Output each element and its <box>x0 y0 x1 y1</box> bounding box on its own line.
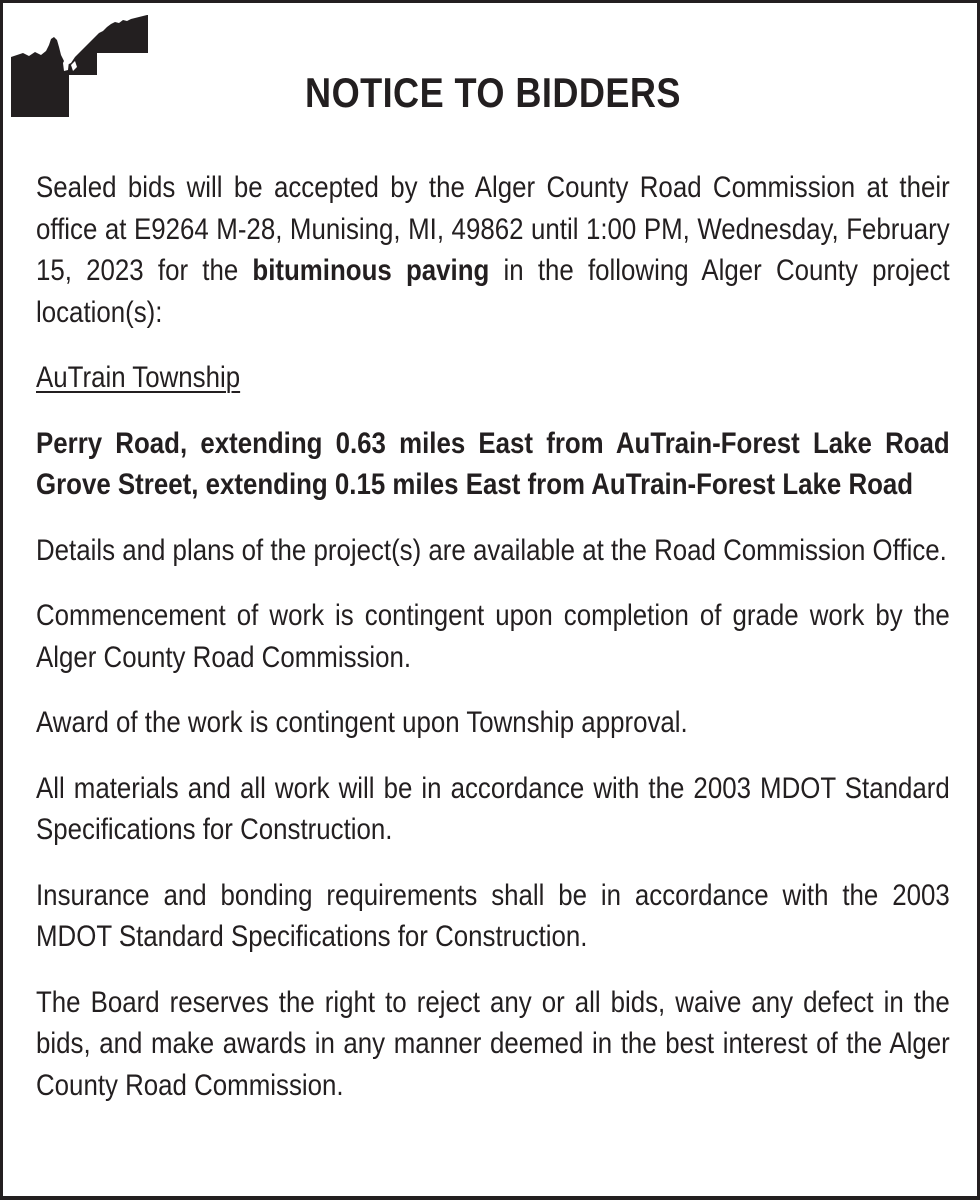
details-paragraph: Details and plans of the project(s) are available at the Road Commission Office. <box>36 533 947 567</box>
project-item-grove-street: Grove Street, extending 0.15 miles East from AuTrain-Forest Lake Road <box>36 468 914 501</box>
intro-paragraph <box>36 167 950 333</box>
insurance-paragraph: Insurance and bonding requirements shall be in accordance with the 2003 MDOT Standard Specifications for Construction. <box>36 878 950 953</box>
notice-body <box>36 167 950 1130</box>
award-paragraph: Award of the work is contingent upon Township approval. <box>36 706 688 739</box>
intro-text-start: Sealed bids will be accepted by the Alger County Road Commission at their office at E9264 M-28, Munising, MI, 49862 until 1:00 PM, Wednesday, February 15, 2023 for the <box>36 171 950 287</box>
board-rights-paragraph: The Board reserves the right to reject any or all bids, waive any defect in the bids, and make awards in any manner deemed in the best interest of the Alger County Road Commission. <box>36 985 950 1102</box>
township-heading-paragraph <box>36 357 950 399</box>
township-heading: AuTrain Township <box>36 361 241 394</box>
project-list <box>36 423 950 506</box>
notice-title: NOTICE TO BIDDERS <box>305 69 681 116</box>
intro-text-end: in the following Alger County project location(s): <box>36 254 950 329</box>
project-item-perry-road: Perry Road, extending 0.63 miles East from AuTrain-Forest Lake Road <box>36 426 950 460</box>
commencement-paragraph: Commencement of work is contingent upon completion of grade work by the Alger County Road Commission. <box>36 599 950 674</box>
materials-paragraph: All materials and all work will be in accordance with the 2003 MDOT Standard Specifications for Construction. <box>36 771 950 846</box>
intro-work-type: bituminous paving <box>252 254 490 287</box>
